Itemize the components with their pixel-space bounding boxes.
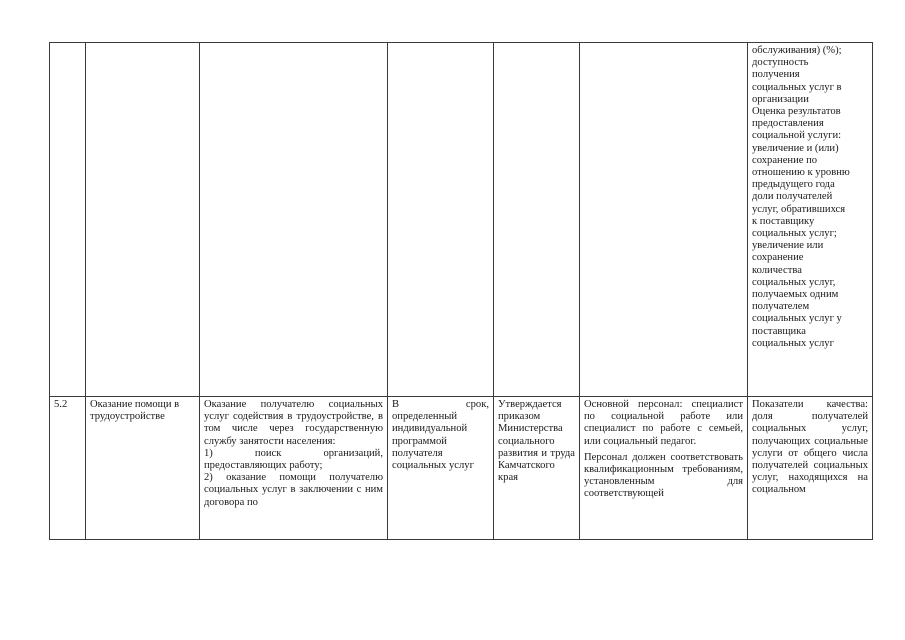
cell-description-empty <box>200 43 388 397</box>
text-line: социальных услуг <box>752 337 834 349</box>
text-line: социальных услуг; <box>752 228 837 240</box>
text-line: социальных услуг в <box>752 81 842 93</box>
text-line: доступность <box>752 57 809 69</box>
service-name: Оказание помощи в трудоустройстве <box>90 399 180 423</box>
text-line: сохранение по <box>752 154 818 166</box>
text-line: получаемых одним <box>752 289 839 301</box>
conditions-paragraph: Основной персонал: специалист по социальной работе или специалист по работе с семьей, или социальный педагог. <box>584 399 743 447</box>
conditions-paragraph: Персонал должен соответствовать квалификационным требованиям, установленным для соответствующей <box>584 451 743 500</box>
text-line: сохранение <box>752 252 804 264</box>
description-paragraph: Оказание получателю социальных услуг содействия в трудоустройстве, в том числе через государственную службу занятости населения: <box>204 399 383 447</box>
description-item: 2) оказание помощи получателю социальных услуг в заключении с ним договора по <box>204 472 383 508</box>
text-line: Оценка результатов <box>752 106 841 118</box>
cell-conditions <box>580 397 748 540</box>
indicators-text: Показатели качества: доля получателей социальных услуг, получающих социальные услуги от общего числа получателей социальных услуг, находящихся на социальном <box>752 399 868 496</box>
tariff-text: Утверждается приказом Министерства социального развития и труда Камчатского края <box>498 399 575 484</box>
text-line: получателем <box>752 301 810 313</box>
cell-timing-empty <box>388 43 494 397</box>
text-line: обслуживания) (%); <box>752 45 842 56</box>
row-number: 5.2 <box>54 399 68 410</box>
timing-text: В срок, определенный индивидуальной программой получателя социальных услуг <box>392 399 489 472</box>
text-line: отношению к уровню <box>752 167 850 179</box>
text-line: получения <box>752 69 800 81</box>
description-item: 1) поиск организаций, предоставляющих работу; <box>204 447 383 472</box>
cell-description <box>200 397 388 540</box>
services-standard-table <box>49 42 873 540</box>
table-row-continuation <box>50 43 873 397</box>
text-line: увеличение и (или) <box>752 142 839 154</box>
cell-number <box>50 397 86 540</box>
text-line: организации <box>752 93 809 105</box>
text-line: социальной услуги: <box>752 130 842 142</box>
text-line: предыдущего года <box>752 179 835 191</box>
text-line: социальных услуг у <box>752 313 842 325</box>
cell-timing <box>388 397 494 540</box>
cell-quality-indicators-continued <box>748 43 873 397</box>
cell-service-name-empty <box>86 43 200 397</box>
text-line: к поставщику <box>752 215 815 227</box>
text-line: поставщика <box>752 325 806 337</box>
cell-tariff-empty <box>494 43 580 397</box>
text-line: увеличение или <box>752 240 824 252</box>
text-line: количества <box>752 264 802 276</box>
cell-conditions-empty <box>580 43 748 397</box>
cell-quality-indicators <box>748 397 873 540</box>
text-line: услуг, обратившихся <box>752 203 846 215</box>
text-line: предоставления <box>752 118 824 130</box>
text-line: социальных услуг, <box>752 276 836 288</box>
cell-tariff <box>494 397 580 540</box>
text-line: доли получателей <box>752 191 833 203</box>
cell-service-name <box>86 397 200 540</box>
table-row-5-2 <box>50 397 873 540</box>
cell-number-empty <box>50 43 86 397</box>
